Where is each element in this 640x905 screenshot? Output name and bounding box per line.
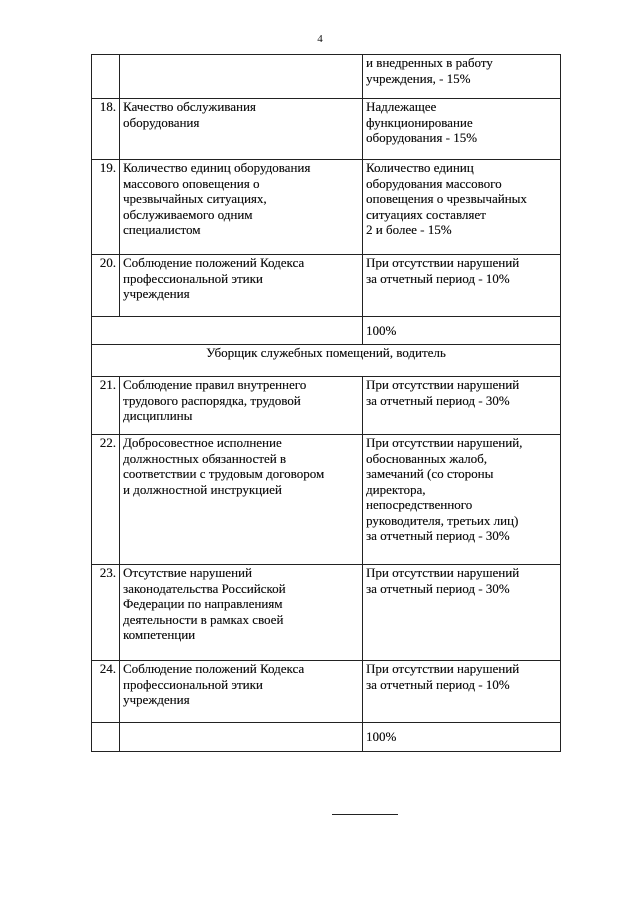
table-row xyxy=(92,160,561,255)
value-cell: При отсутствии нарушений за отчетный период - 10% xyxy=(363,255,561,317)
section-title: Уборщик служебных помещений, водитель xyxy=(92,345,561,377)
section-row xyxy=(92,345,561,377)
table-row xyxy=(92,377,561,435)
criterion-cell: Соблюдение положений Кодекса профессиональной этики учреждения xyxy=(120,661,363,723)
total-row xyxy=(92,317,561,345)
value-cell: При отсутствии нарушений за отчетный период - 30% xyxy=(363,377,561,435)
row-number: 23. xyxy=(92,565,120,661)
total-empty-cell xyxy=(92,317,363,345)
value-cell: Количество единиц оборудования массового оповещения о чрезвычайных ситуациях составляет 2 и более - 15% xyxy=(363,160,561,255)
criterion-cell: Отсутствие нарушений законодательства Российской Федерации по направлениям деятельности в рамках своей компетенции xyxy=(120,565,363,661)
total-row xyxy=(92,723,561,752)
total-cell: 100% xyxy=(363,317,561,345)
row-number: 20. xyxy=(92,255,120,317)
value-cell: Надлежащее функционирование оборудования - 15% xyxy=(363,99,561,160)
criterion-cell: Соблюдение положений Кодекса профессиональной этики учреждения xyxy=(120,255,363,317)
row-number: 24. xyxy=(92,661,120,723)
row-number xyxy=(92,55,120,99)
footer-rule xyxy=(332,814,398,815)
total-cell: 100% xyxy=(363,723,561,752)
row-number: 18. xyxy=(92,99,120,160)
value-cell: и внедренных в работу учреждения, - 15% xyxy=(363,55,561,99)
value-cell: При отсутствии нарушений за отчетный период - 10% xyxy=(363,661,561,723)
criterion-cell: Количество единиц оборудования массового оповещения о чрезвычайных ситуациях, обслуживаемого одним специалистом xyxy=(120,160,363,255)
table-row xyxy=(92,55,561,99)
table-row xyxy=(92,565,561,661)
criterion-cell: Соблюдение правил внутреннего трудового распорядка, трудовой дисциплины xyxy=(120,377,363,435)
criterion-cell: Качество обслуживания оборудования xyxy=(120,99,363,160)
criterion-cell xyxy=(120,55,363,99)
total-num-cell xyxy=(92,723,120,752)
total-empty-cell xyxy=(120,723,363,752)
table-row xyxy=(92,435,561,565)
row-number: 22. xyxy=(92,435,120,565)
table-row xyxy=(92,99,561,160)
criteria-table xyxy=(91,54,561,752)
page-number: 4 xyxy=(317,33,323,45)
value-cell: При отсутствии нарушений за отчетный период - 30% xyxy=(363,565,561,661)
row-number: 21. xyxy=(92,377,120,435)
table-row xyxy=(92,255,561,317)
value-cell: При отсутствии нарушений, обоснованных жалоб, замечаний (со стороны директора, непосредственного руководителя, третьих лиц) за отчетный период - 30% xyxy=(363,435,561,565)
criterion-cell: Добросовестное исполнение должностных обязанностей в соответствии с трудовым договором и должностной инструкцией xyxy=(120,435,363,565)
row-number: 19. xyxy=(92,160,120,255)
table-row xyxy=(92,661,561,723)
